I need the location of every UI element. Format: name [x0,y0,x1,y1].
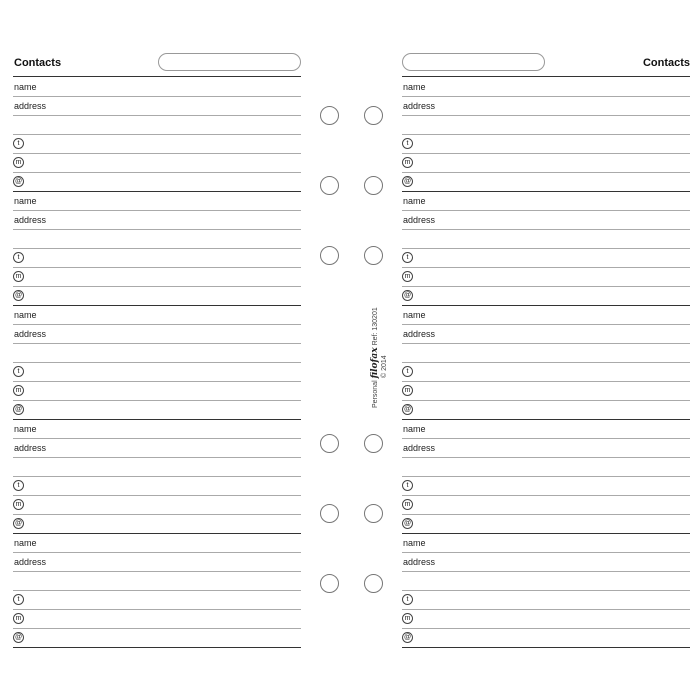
name-label: name [14,196,37,206]
writing-line [13,381,301,382]
entry-divider [402,647,690,648]
email-icon: @ [403,634,412,641]
writing-line [402,343,690,344]
email-icon: @ [14,520,23,527]
writing-line [402,457,690,458]
writing-line [13,457,301,458]
mobile-icon: m [13,499,24,510]
contact-entry [402,305,690,419]
contact-entry [402,533,690,647]
writing-line [402,229,690,230]
address-label: address [403,215,436,225]
address-label: address [14,329,47,339]
writing-line [402,286,690,287]
name-label: name [403,538,426,548]
writing-line [402,96,690,97]
name-label: name [14,82,37,92]
contact-entry [13,305,301,419]
writing-line [402,590,690,591]
writing-line [13,609,301,610]
contact-entry [13,191,301,305]
mobile-icon: m [13,385,24,396]
writing-line [402,172,690,173]
contact-entry [13,533,301,647]
address-label: address [14,557,47,567]
punch-hole [320,176,339,195]
telephone-icon: t [13,138,24,149]
writing-line [402,153,690,154]
writing-line [13,400,301,401]
punch-hole [320,504,339,523]
address-label: address [403,443,436,453]
punch-hole [364,504,383,523]
contact-entry [402,419,690,533]
writing-line [402,115,690,116]
address-label: address [14,215,47,225]
punch-hole [364,176,383,195]
telephone-icon: t [13,252,24,263]
writing-line [402,609,690,610]
email-icon: @ [403,406,412,413]
page-title: Contacts [642,57,690,69]
address-label: address [403,101,436,111]
writing-line [402,134,690,135]
left-page [13,0,301,700]
email-icon: @ [403,292,412,299]
address-label: address [14,101,47,111]
writing-line [13,96,301,97]
telephone-icon: t [13,366,24,377]
name-label: name [14,424,37,434]
punch-hole [364,434,383,453]
contact-entry [402,77,690,191]
mobile-icon: m [402,499,413,510]
name-label: name [403,196,426,206]
punch-hole [364,574,383,593]
telephone-icon: t [402,138,413,149]
title-field[interactable] [158,53,301,71]
mobile-icon: m [402,613,413,624]
telephone-icon: t [13,594,24,605]
punch-hole [364,246,383,265]
writing-line [13,476,301,477]
mobile-icon: m [13,157,24,168]
writing-line [13,153,301,154]
writing-line [13,324,301,325]
name-label: name [403,82,426,92]
writing-line [13,514,301,515]
name-label: name [403,310,426,320]
writing-line [402,381,690,382]
mobile-icon: m [402,385,413,396]
telephone-icon: t [13,480,24,491]
writing-line [13,438,301,439]
telephone-icon: t [402,252,413,263]
title-field[interactable] [402,53,545,71]
writing-line [13,571,301,572]
contact-entry [13,419,301,533]
writing-line [13,134,301,135]
mobile-icon: m [402,271,413,282]
mobile-icon: m [13,271,24,282]
writing-line [402,400,690,401]
imprint-line-2 [380,307,389,408]
writing-line [13,115,301,116]
imprint-copyright: © 2014 [381,355,388,378]
writing-line [13,248,301,249]
imprint-size: Personal [372,380,379,408]
contact-entry [13,77,301,191]
writing-line [13,286,301,287]
writing-line [13,343,301,344]
imprint [371,307,389,408]
writing-line [13,210,301,211]
writing-line [402,362,690,363]
address-label: address [403,557,436,567]
page-title: Contacts [14,57,62,69]
address-label: address [403,329,436,339]
writing-line [13,229,301,230]
writing-line [402,324,690,325]
email-icon: @ [403,520,412,527]
email-icon: @ [14,178,23,185]
writing-line [13,172,301,173]
mobile-icon: m [402,157,413,168]
writing-line [13,267,301,268]
writing-line [13,590,301,591]
contact-entry [402,191,690,305]
email-icon: @ [14,634,23,641]
right-page [402,0,690,700]
address-label: address [14,443,47,453]
email-icon: @ [14,406,23,413]
writing-line [13,362,301,363]
email-icon: @ [14,292,23,299]
writing-line [402,210,690,211]
mobile-icon: m [13,613,24,624]
punch-hole [364,106,383,125]
imprint-line-1 [371,307,380,408]
name-label: name [14,310,37,320]
writing-line [13,552,301,553]
imprint-ref: Ref: 130201 [372,307,379,346]
telephone-icon: t [402,366,413,377]
writing-line [402,476,690,477]
writing-line [402,438,690,439]
writing-line [402,267,690,268]
writing-line [402,514,690,515]
writing-line [402,628,690,629]
telephone-icon: t [402,480,413,491]
name-label: name [14,538,37,548]
punch-hole [320,434,339,453]
email-icon: @ [403,178,412,185]
punch-hole [320,106,339,125]
name-label: name [403,424,426,434]
writing-line [13,495,301,496]
writing-line [402,571,690,572]
punch-hole [320,246,339,265]
writing-line [402,552,690,553]
punch-hole [320,574,339,593]
telephone-icon: t [402,594,413,605]
writing-line [13,628,301,629]
brand-logo: filofax [370,347,380,379]
writing-line [402,248,690,249]
writing-line [402,495,690,496]
entry-divider [13,647,301,648]
